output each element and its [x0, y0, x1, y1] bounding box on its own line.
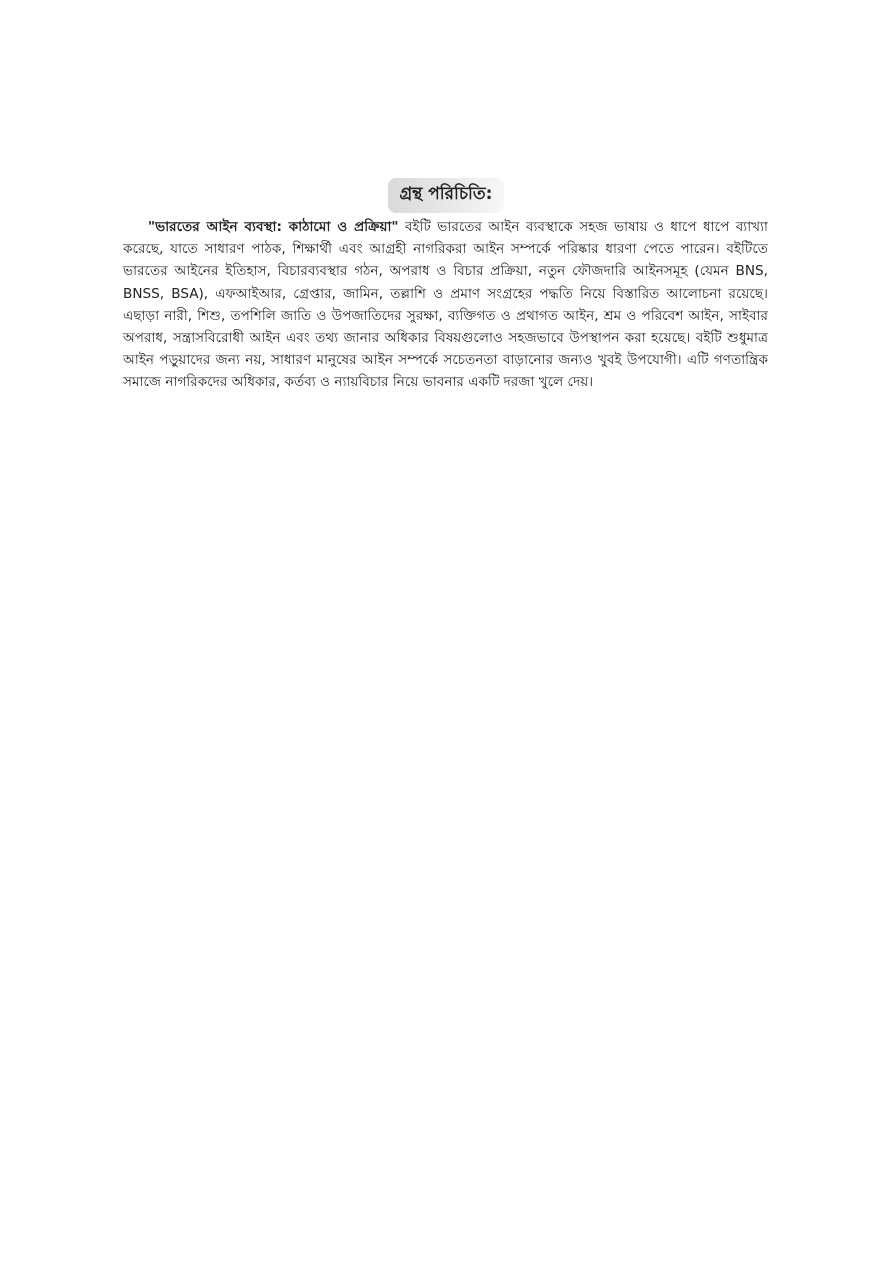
heading-container	[0, 178, 892, 213]
intro-paragraph	[123, 216, 768, 394]
section-heading: গ্রন্থ পরিচিতি:	[388, 178, 505, 213]
book-title: "ভারতের আইন ব্যবস্থা: কাঠামো ও প্রক্রিয়া"	[148, 219, 399, 235]
intro-body	[123, 216, 768, 394]
intro-text: বইটি ভারতের আইন ব্যবস্থাকে সহজ ভাষায় ও ধাপে ধাপে ব্যাখ্যা করেছে, যাতে সাধারণ পাঠক, শিক্ষার্থী এবং আগ্রহী নাগরিকরা আইন সম্পর্কে পরিষ্কার ধারণা পেতে পারেন। বইটিতে ভারতের আইনের ইতিহাস, বিচারব্যবস্থার গঠন, অপরাধ ও বিচার প্রক্রিয়া, নতুন ফৌজদারি আইনসমূহ (যেমন BNS, BNSS, BSA), এফআইআর, গ্রেপ্তার, জামিন, তল্লাশি ও প্রমাণ সংগ্রহের পদ্ধতি নিয়ে বিস্তারিত আলোচনা রয়েছে। এছাড়া নারী, শিশু, তপশিলি জাতি ও উপজাতিদের সুরক্ষা, ব্যক্তিগত ও প্রথাগত আইন, শ্রম ও পরিবেশ আইন, সাইবার অপরাধ, সন্ত্রাসবিরোধী আইন এবং তথ্য জানার অধিকার বিষয়গুলোও সহজভাবে উপস্থাপন করা হয়েছে। বইটি শুধুমাত্র আইন পড়ুয়াদের জন্য নয়, সাধারণ মানুষের আইন সম্পর্কে সচেতনতা বাড়ানোর জন্যও খুবই উপযোগী। এটি গণতান্ত্রিক সমাজে নাগরিকদের অধিকার, কর্তব্য ও ন্যায়বিচার নিয়ে ভাবনার একটি দরজা খুলে দেয়।	[123, 219, 768, 391]
